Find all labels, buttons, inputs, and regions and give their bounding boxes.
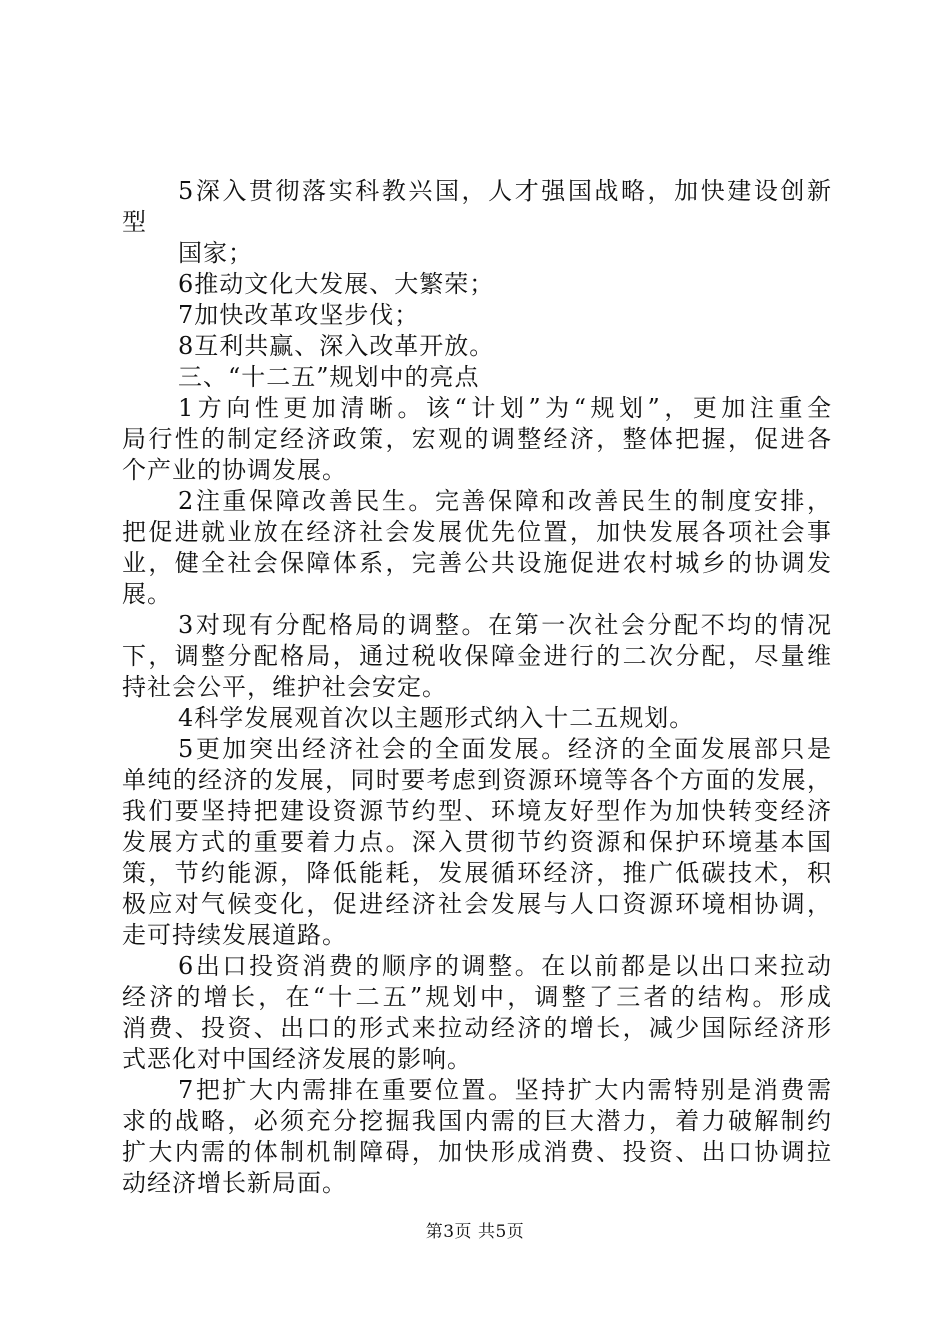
text-line: 8互利共赢、深入改革开放。 [178,332,495,360]
text-line: 2注重保障改善民生。完善保障和改善民生的制度安排， [178,487,832,515]
text-line: 7把扩大内需排在重要位置。坚持扩大内需特别是消费需 [178,1076,832,1104]
text-line: 发展方式的重要着力点。深入贯彻节约资源和保护环境基本国 [122,828,832,856]
text-line: 式恶化对中国经济发展的影响。 [122,1045,472,1073]
text-line: 6推动文化大发展、大繁荣； [178,270,495,298]
text-line: 把促进就业放在经济社会发展优先位置，加快发展各项社会事 [122,518,832,546]
text-line: 我们要坚持把建设资源节约型、环境友好型作为加快转变经济 [122,797,832,825]
text-line: 展。 [122,580,172,608]
text-line: 消费、投资、出口的形式来拉动经济的增长，减少国际经济形 [122,1014,832,1042]
text-line: 扩大内需的体制机制障碍，加快形成消费、投资、出口协调拉 [122,1138,832,1166]
text-line: 7加快改革攻坚步伐； [178,301,420,329]
text-line: 极应对气候变化，促进经济社会发展与人口资源环境相协调， [122,890,832,918]
text-line: 型 [122,208,147,236]
text-line: 经济的增长，在“十二五”规划中，调整了三者的结构。形成 [122,983,832,1011]
section-heading: 三、“十二五”规划中的亮点 [178,363,480,391]
text-line: 3对现有分配格局的调整。在第一次社会分配不均的情况 [178,611,832,639]
text-line: 个产业的协调发展。 [122,456,347,484]
text-line: 求的战略，必须充分挖掘我国内需的巨大潜力，着力破解制约 [122,1107,832,1135]
document-body [122,176,832,1199]
text-line: 业，健全社会保障体系，完善公共设施促进农村城乡的协调发 [122,549,832,577]
text-line: 4科学发展观首次以主题形式纳入十二五规划。 [178,704,695,732]
text-line: 1方向性更加清晰。该“计划”为“规划”，更加注重全 [178,394,832,422]
page-number-footer: 第3页 共5页 [425,1222,525,1242]
text-line: 局行性的制定经济政策，宏观的调整经济，整体把握，促进各 [122,425,832,453]
text-line: 动经济增长新局面。 [122,1169,347,1197]
text-line: 持社会公平，维护社会安定。 [122,673,447,701]
text-line: 5深入贯彻落实科教兴国，人才强国战略，加快建设创新 [178,177,832,205]
text-line: 6出口投资消费的顺序的调整。在以前都是以出口来拉动 [178,952,832,980]
text-line: 5更加突出经济社会的全面发展。经济的全面发展部只是 [178,735,832,763]
text-line: 下，调整分配格局，通过税收保障金进行的二次分配，尽量维 [122,642,832,670]
text-line: 单纯的经济的发展，同时要考虑到资源环境等各个方面的发展， [122,766,832,794]
text-line: 走可持续发展道路。 [122,921,347,949]
text-line: 策，节约能源，降低能耗，发展循环经济，推广低碳技术，积 [122,859,832,887]
text-line: 国家； [178,239,253,267]
